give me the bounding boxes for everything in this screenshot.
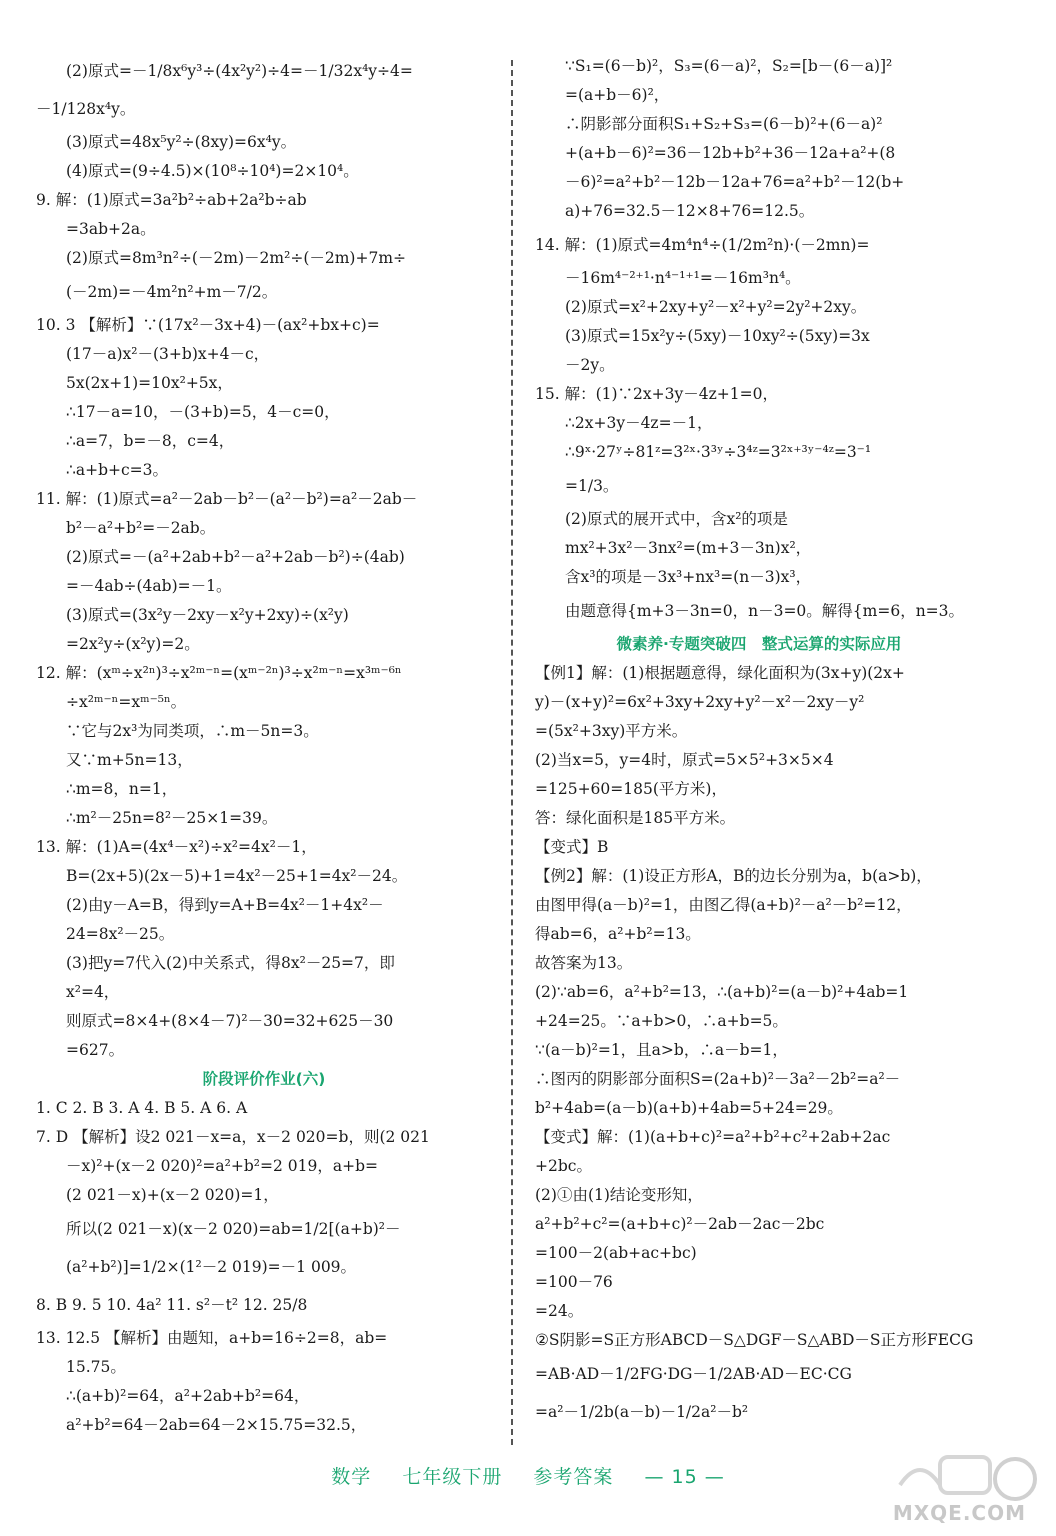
left-line: =2x²y÷(x²y)=2。 bbox=[66, 635, 200, 653]
right-line: ∴图丙的阴影部分面积S=(2a+b)²－3a²－2b²=a²－ bbox=[535, 1070, 901, 1088]
left-line: ∴a=7，b=－8，c=4， bbox=[66, 432, 235, 450]
right-line: 15. 解：(1)∵2x+3y－4z+1=0， bbox=[535, 385, 778, 403]
left-line: ∴17－a=10，－(3+b)=5，4－c=0， bbox=[66, 403, 340, 421]
left-line: =－4ab÷(4ab)=－1。 bbox=[66, 577, 232, 595]
left-line: 24=8x²－25。 bbox=[66, 925, 175, 943]
left-line: (3)把y=7代入(2)中关系式，得8x²－25=7，即 bbox=[66, 954, 395, 972]
right-line: +24=25。∵a+b>0，∴a+b=5。 bbox=[535, 1012, 788, 1030]
left-line: (2)原式=－1/8x⁶y³÷(4x²y²)÷4=－1/32x⁴y÷4= bbox=[66, 62, 413, 80]
right-line: =AB·AD－1/2FG·DG－1/2AB·AD－EC·CG bbox=[535, 1365, 852, 1383]
right-line: =(a+b－6)²， bbox=[565, 86, 670, 104]
right-line: =1/3。 bbox=[565, 477, 619, 495]
right-line: ∴2x+3y－4z=－1， bbox=[565, 414, 713, 432]
right-line: 微素养·专题突破四 整式运算的实际应用 bbox=[616, 635, 902, 653]
left-line: 12. 解：(xᵐ÷x²ⁿ)³÷x²ᵐ⁻ⁿ=(xᵐ⁻²ⁿ)³÷x²ᵐ⁻ⁿ=x³ᵐ⁻⁶ⁿ bbox=[36, 664, 402, 682]
right-line: (2)原式的展开式中，含x²的项是 bbox=[565, 510, 788, 528]
left-line: (3)原式=(3x²y－2xy－x²y+2xy)÷(x²y) bbox=[66, 606, 349, 624]
right-line: =(5x²+3xy)平方米。 bbox=[535, 722, 688, 740]
left-line: (－2m)=－4m²n²+m－7/2。 bbox=[66, 283, 278, 301]
right-line: (2)①由(1)结论变形知， bbox=[535, 1186, 703, 1204]
left-line: 9. 解：(1)原式=3a²b²÷ab+2a²b÷ab bbox=[36, 191, 307, 209]
left-line: B=(2x+5)(2x－5)+1=4x²－25+1=4x²－24。 bbox=[66, 867, 408, 885]
right-line: 【变式】B bbox=[535, 838, 609, 856]
right-line: －16m⁴⁻²⁺¹·n⁴⁻¹⁺¹=－16m³n⁴。 bbox=[565, 269, 801, 287]
right-line: +(a+b－6)²=36－12b+b²+36－12a+a²+(8 bbox=[565, 144, 896, 162]
left-line: ∴m=8，n=1， bbox=[66, 780, 178, 798]
footer-subject: 数学 bbox=[331, 1466, 372, 1488]
right-line: 由图甲得(a－b)²=1，由图乙得(a+b)²－a²－b²=12， bbox=[535, 896, 912, 914]
left-line: 又∵m+5n=13， bbox=[66, 751, 193, 769]
right-line: 14. 解：(1)原式=4m⁴n⁴÷(1/2m²n)·(－2mn)= bbox=[535, 236, 870, 254]
right-line: 含x³的项是－3x³+nx³=(n－3)x³， bbox=[565, 568, 812, 586]
left-line: 10. 3 【解析】∵(17x²－3x+4)－(ax²+bx+c)= bbox=[36, 316, 380, 334]
right-line: 【例1】解：(1)根据题意得，绿化面积为(3x+y)(2x+ bbox=[535, 664, 905, 682]
left-line: 1. C 2. B 3. A 4. B 5. A 6. A bbox=[36, 1099, 248, 1117]
right-line: y)－(x+y)²=6x²+3xy+2xy+y²－x²－2xy－y² bbox=[535, 693, 865, 711]
left-line: a²+b²=64－2ab=64－2×15.75=32.5， bbox=[66, 1416, 367, 1434]
left-line: 所以(2 021－x)(x－2 020)=ab=1/2[(a+b)²－ bbox=[66, 1220, 401, 1238]
right-line: 答：绿化面积是185平方米。 bbox=[535, 809, 736, 827]
right-line: 【变式】解：(1)(a+b+c)²=a²+b²+c²+2ab+2ac bbox=[535, 1128, 891, 1146]
column-divider bbox=[511, 60, 513, 1445]
right-line: 故答案为13。 bbox=[535, 954, 633, 972]
left-line: (a²+b²)]=1/2×(1²－2 019)=－1 009。 bbox=[66, 1258, 357, 1276]
right-line: =24。 bbox=[535, 1302, 584, 1320]
left-line: －x)²+(x－2 020)²=a²+b²=2 019，a+b= bbox=[66, 1157, 378, 1175]
left-line: (2)由y－A=B，得到y=A+B=4x²－1+4x²－ bbox=[66, 896, 384, 914]
watermark-logo bbox=[880, 1445, 1040, 1531]
left-line: (2)原式=8m³n²÷(－2m)－2m²÷(－2m)+7m÷ bbox=[66, 249, 407, 267]
right-line: b²+4ab=(a－b)(a+b)+4ab=5+24=29。 bbox=[535, 1099, 843, 1117]
right-line: =a²－1/2b(a－b)－1/2a²－b² bbox=[535, 1403, 749, 1421]
left-line: (4)原式=(9÷4.5)×(10⁸÷10⁴)=2×10⁴。 bbox=[66, 162, 359, 180]
right-line: ∴9ˣ·27ʸ÷81ᶻ=3²ˣ·3³ʸ÷3⁴ᶻ=3²ˣ⁺³ʸ⁻⁴ᶻ=3⁻¹ bbox=[565, 443, 872, 461]
left-line: (3)原式=48x⁵y²÷(8xy)=6x⁴y。 bbox=[66, 133, 297, 151]
footer-grade: 七年级下册 bbox=[402, 1466, 503, 1488]
left-line: (2 021－x)+(x－2 020)=1， bbox=[66, 1186, 279, 1204]
footer-label: 参考答案 bbox=[533, 1466, 614, 1488]
left-line: ∴(a+b)²=64，a²+2ab+b²=64， bbox=[66, 1387, 310, 1405]
left-line: 13. 12.5 【解析】由题知，a+b=16÷2=8，ab= bbox=[36, 1329, 388, 1347]
right-line: =100－2(ab+ac+bc) bbox=[535, 1244, 697, 1262]
left-line: b²－a²+b²=－2ab。 bbox=[66, 519, 216, 537]
left-line: 11. 解：(1)原式=a²－2ab－b²－(a²－b²)=a²－2ab－ bbox=[36, 490, 418, 508]
left-line: －1/128x⁴y。 bbox=[36, 100, 136, 118]
right-line: 得ab=6，a²+b²=13。 bbox=[535, 925, 701, 943]
left-line: 则原式=8×4+(8×4－7)²－30=32+625－30 bbox=[66, 1012, 394, 1030]
watermark-text: MXQE.COM bbox=[892, 1501, 1026, 1525]
right-line: mx²+3x²－3nx²=(m+3－3n)x²， bbox=[565, 539, 812, 557]
left-line: 13. 解：(1)A=(4x⁴－x²)÷x²=4x²－1， bbox=[36, 838, 317, 856]
right-line: －2y。 bbox=[565, 356, 615, 374]
right-line: (3)原式=15x²y÷(5xy)－10xy²÷(5xy)=3x bbox=[565, 327, 870, 345]
left-line: ÷x²ᵐ⁻ⁿ=xᵐ⁻⁵ⁿ。 bbox=[66, 693, 187, 711]
right-line: =125+60=185(平方米)， bbox=[535, 780, 727, 798]
left-line: x²=4， bbox=[66, 983, 120, 1001]
left-line: =3ab+2a。 bbox=[66, 220, 156, 238]
left-line: (2)原式=－(a²+2ab+b²－a²+2ab－b²)÷(4ab) bbox=[66, 548, 405, 566]
right-line: ∵(a－b)²=1，且a>b，∴a－b=1， bbox=[535, 1041, 788, 1059]
right-line: (2)∵ab=6，a²+b²=13，∴(a+b)²=(a－b)²+4ab=1 bbox=[535, 983, 909, 1001]
right-line: a²+b²+c²=(a+b+c)²－2ab－2ac－2bc bbox=[535, 1215, 825, 1233]
right-line: a)+76=32.5－12×8+76=12.5。 bbox=[565, 202, 815, 220]
footer-page-number: — 15 — bbox=[644, 1466, 725, 1488]
left-line: =627。 bbox=[66, 1041, 125, 1059]
left-column bbox=[36, 52, 492, 1440]
right-line: +2bc。 bbox=[535, 1157, 592, 1175]
right-line: ∵S₁=(6－b)²，S₃=(6－a)²，S₂=[b－(6－a)]² bbox=[565, 57, 893, 75]
right-line: 【例2】解：(1)设正方形A，B的边长分别为a，b(a>b)， bbox=[535, 867, 932, 885]
right-line: ②S阴影=S正方形ABCD－S△DGF－S△ABD－S正方形FECG bbox=[535, 1331, 974, 1349]
right-line: =100－76 bbox=[535, 1273, 613, 1291]
left-line: ∵它与2x³为同类项，∴m－5n=3。 bbox=[66, 722, 319, 740]
left-line: 7. D 【解析】设2 021－x=a，x－2 020=b，则(2 021 bbox=[36, 1128, 430, 1146]
left-line: (17－a)x²－(3+b)x+4－c， bbox=[66, 345, 270, 363]
right-line: (2)原式=x²+2xy+y²－x²+y²=2y²+2xy。 bbox=[565, 298, 867, 316]
right-line: 由题意得{m+3－3n=0，n－3=0。解得{m=6，n=3。 bbox=[565, 602, 965, 620]
left-line: 阶段评价作业(六) bbox=[202, 1070, 326, 1088]
right-column bbox=[535, 52, 983, 1431]
right-line: ∴阴影部分面积S₁+S₂+S₃=(6－b)²+(6－a)² bbox=[565, 115, 883, 133]
left-line: ∴m²－25n=8²－25×1=39。 bbox=[66, 809, 278, 827]
left-line: 8. B 9. 5 10. 4a² 11. s²－t² 12. 25/8 bbox=[36, 1296, 308, 1314]
right-line: －6)²=a²+b²－12b－12a+76=a²+b²－12(b+ bbox=[565, 173, 905, 191]
left-line: 5x(2x+1)=10x²+5x， bbox=[66, 374, 233, 392]
left-line: 15.75。 bbox=[66, 1358, 126, 1376]
left-line: ∴a+b+c=3。 bbox=[66, 461, 169, 479]
right-line: (2)当x=5，y=4时，原式=5×5²+3×5×4 bbox=[535, 751, 834, 769]
